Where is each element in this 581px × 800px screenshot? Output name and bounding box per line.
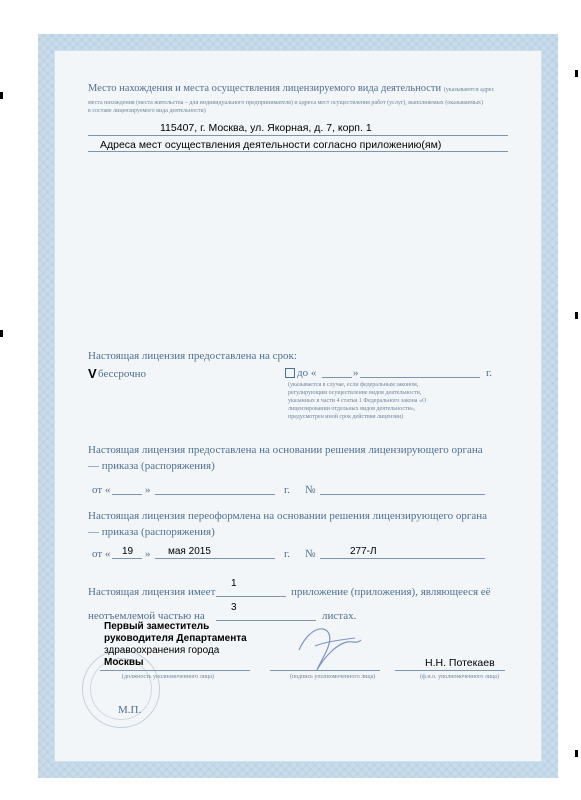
annex-count-line [216,596,286,597]
until-prefix: до « [297,367,317,379]
reissue-month-line [155,558,275,559]
basis-from: от « [92,484,111,496]
until-year: г. [486,367,493,379]
until-close: » [353,367,359,379]
reissue-year: г. [284,548,291,560]
signatory-name: Н.Н. Потекаев [425,657,495,669]
reissue-heading-2: — приказа (распоряжения) [88,526,215,538]
signatory-position: Первый заместитель руководителя Департамента здравоохранения города Москвы [104,621,247,668]
until-day-line [322,377,352,378]
scan-artifact [575,312,578,319]
basis-day-line [112,494,142,495]
annex-line2-after: листах. [322,610,357,622]
reissue-from: от « [92,548,111,560]
basis-heading-1: Настоящая лицензия предоставлена на основании решения лицензирующего органа [88,444,483,456]
seal-label: М.П. [118,704,142,716]
annex-text-before: Настоящая лицензия имеет [88,586,216,598]
reissue-day-line [112,558,142,559]
basis-close: » [145,484,151,496]
reissue-number: 277-Л [350,546,377,557]
annex-line2-before: неотъемлемой частью на [88,610,205,622]
address-line [88,135,508,136]
address-value: 115407, г. Москва, ул. Якорная, д. 7, корп. 1 [160,122,372,134]
reissue-close: » [145,548,151,560]
annex-text-after: приложение (приложения), являющееся её [291,586,491,598]
reissue-heading-1: Настоящая лицензия переоформлена на основании решения лицензирующего органа [88,510,487,522]
basis-heading-2: — приказа (распоряжения) [88,460,215,472]
basis-number-line [320,494,485,495]
annex-sheets: 3 [231,602,237,613]
caption-name: (ф.и.о. уполномоченного лица) [420,674,499,680]
term-heading: Настоящая лицензия предоставлена на срок: [88,350,297,362]
addresses-line [88,151,508,152]
annex-count: 1 [231,578,237,589]
reissue-number-line [320,558,485,559]
location-heading-note: места нахождения (места жительства – для индивидуального предпринимателя) и адреса мест осуществления работ (услуг), выполняемых (оказываемых) в составе лицензируемого вида деятельности) [88,100,484,114]
scan-artifact [575,750,578,757]
term-note: (указывается в случае, если федеральным законом, регулирующим осуществление видов деятельности, указанных в части 4 статьи 1 Федерального закона «О лицензировании отдельных видов деятельности», предусмотрен иной срок действия лицензии) [288,382,427,420]
reissue-number-sign: № [305,548,316,560]
reissue-day: 19 [122,546,134,557]
addresses-note: Адреса мест осуществления деятельности согласно приложению(ям) [100,139,442,151]
basis-month-line [155,494,275,495]
location-heading: Место нахождения и места осуществления лицензируемого вида деятельности (указываются адрес [88,83,495,94]
caption-signature: (подпись уполномоченного лица) [290,674,376,680]
term-indefinite: бессрочно [98,368,147,380]
basis-year: г. [284,484,291,496]
position-line [100,670,250,671]
name-line [395,670,505,671]
handwritten-signature [295,620,365,676]
scan-artifact [0,92,3,99]
scan-artifact [0,330,3,337]
scan-artifact [575,70,578,77]
caption-position: (должность уполномоченного лица) [122,674,214,680]
reissue-month-year: мая 2015 [168,546,211,557]
check-mark: V [88,366,97,381]
until-checkbox[interactable] [285,368,295,378]
basis-number-sign: № [305,484,316,496]
until-month-line [360,377,480,378]
